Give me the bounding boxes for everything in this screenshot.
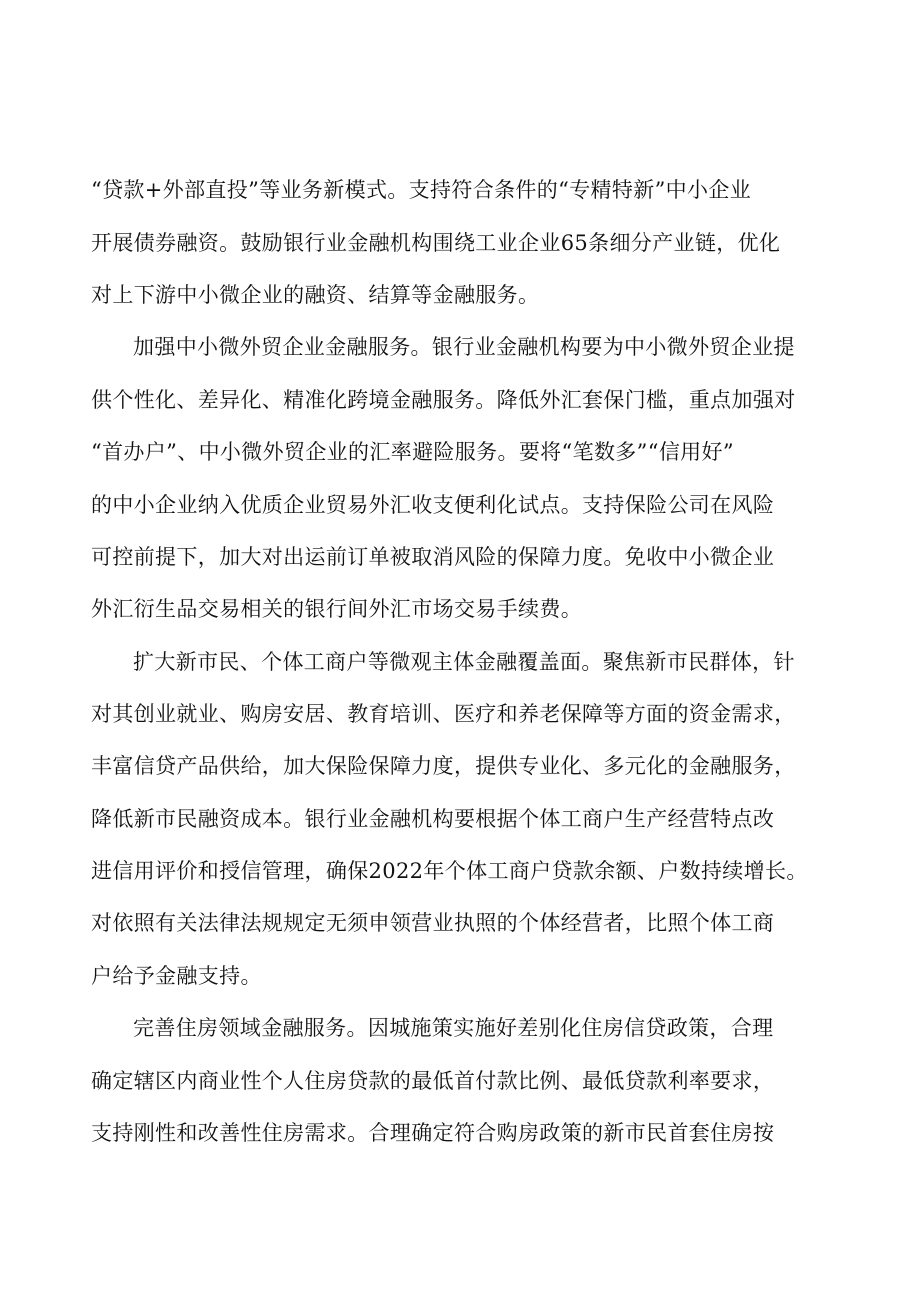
text-line: 支持刚性和改善性住房需求。合理确定符合购房政策的新市民首套住房按	[91, 1121, 775, 1145]
text-line: 开展债券融资。鼓励银行业金融机构围绕工业企业65条细分产业链，优化	[91, 231, 781, 255]
text-line: 供个性化、差异化、精准化跨境金融服务。降低外汇套保门槛，重点加强对	[91, 388, 796, 412]
text-line: 可控前提下，加大对出运前订单被取消风险的保障力度。免收中小微企业	[91, 545, 775, 569]
text-line: 丰富信贷产品供给，加大保险保障力度，提供专业化、多元化的金融服务，	[91, 754, 796, 778]
text-line: 确定辖区内商业性个人住房贷款的最低首付款比例、最低贷款利率要求，	[91, 1069, 775, 1093]
text-line: 对上下游中小微企业的融资、结算等金融服务。	[91, 283, 540, 307]
text-line: 外汇衍生品交易相关的银行间外汇市场交易手续费。	[91, 597, 583, 621]
text-line: “首办户”、中小微外贸企业的汇率避险服务。要将“笔数多”“信用好”	[91, 440, 734, 464]
text-line: 进信用评价和授信管理，确保2022年个体工商户贷款余额、户数持续增长。	[91, 859, 808, 883]
text-line: 的中小企业纳入优质企业贸易外汇收支便利化试点。支持保险公司在风险	[91, 493, 775, 517]
text-line: 户给予金融支持。	[91, 964, 262, 988]
paragraph-first-line: 加强中小微外贸企业金融服务。银行业金融机构要为中小微外贸企业提	[133, 335, 795, 359]
text-line: 对其创业就业、购房安居、教育培训、医疗和养老保障等方面的资金需求，	[91, 702, 796, 726]
text-line: 对依照有关法律法规规定无须申领营业执照的个体经营者，比照个体工商	[91, 911, 775, 935]
text-line: 降低新市民融资成本。银行业金融机构要根据个体工商户生产经营特点改	[91, 807, 775, 831]
paragraph-first-line: 扩大新市民、个体工商户等微观主体金融覆盖面。聚焦新市民群体，针	[133, 650, 795, 674]
text-line: “贷款+外部直投”等业务新模式。支持符合条件的“专精特新”中小企业	[91, 178, 752, 202]
paragraph-first-line: 完善住房领域金融服务。因城施策实施好差别化住房信贷政策，合理	[133, 1016, 774, 1040]
